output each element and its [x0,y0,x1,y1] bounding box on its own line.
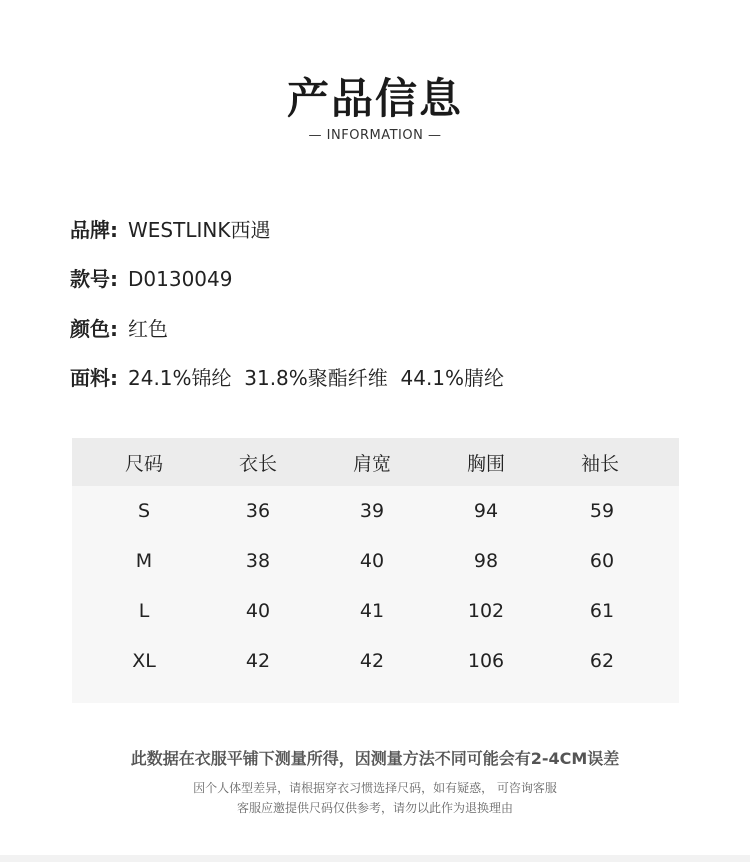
table-cell: L [138,600,150,622]
table-cell: 36 [245,500,271,522]
table-cell: 39 [359,500,385,522]
table-row [72,586,679,636]
size-advice-line-2: 客服应邀提供尺码仅供参考，请勿以此作为退换理由 [236,801,513,815]
page-title: 产品信息 [286,74,463,123]
table-cell: XL [132,650,156,672]
info-brand [70,214,270,243]
header-shoulder: 肩宽 [352,452,392,475]
table-cell: M [135,550,153,572]
table-cell: 102 [467,600,505,622]
header-length: 衣长 [238,452,278,475]
table-cell: 106 [467,650,505,672]
table-cell: 94 [473,500,499,522]
table-cell: 42 [245,650,271,672]
measurement-note: 此数据在衣服平铺下测量所得，因测量方法不同可能会有2-4CM误差 [130,749,620,768]
size-table [72,438,679,703]
header-chest: 胸围 [466,452,506,475]
table-cell: S [137,500,151,522]
info-brand-key: 品牌: [70,218,118,242]
info-fabric [70,362,504,391]
table-cell: 62 [589,650,615,672]
info-fabric-key: 面料: [70,366,118,390]
bottom-divider [0,855,750,862]
table-row [72,486,679,536]
info-color-key: 颜色: [70,317,118,341]
header-size: 尺码 [124,452,164,475]
table-cell: 60 [589,550,615,572]
table-cell: 59 [589,500,615,522]
table-cell: 98 [473,550,499,572]
info-color [70,313,168,342]
table-cell: 40 [245,600,271,622]
info-style-key: 款号: [70,267,118,291]
table-cell: 40 [359,550,385,572]
info-style-number [70,263,232,292]
header-sleeve: 袖长 [580,452,620,475]
info-style-value: D0130049 [128,267,233,291]
info-brand-value: WESTLINK西遇 [128,218,271,242]
table-cell: 61 [589,600,615,622]
table-row [72,636,679,686]
table-cell: 38 [245,550,271,572]
page-subtitle: — INFORMATION — [308,128,442,143]
table-cell: 42 [359,650,385,672]
info-fabric-value: 24.1%锦纶 31.8%聚酯纤维 44.1%腈纶 [128,366,505,390]
size-table-header [72,438,679,486]
table-cell: 41 [359,600,385,622]
info-color-value: 红色 [128,317,168,341]
size-advice-line-1: 因个人体型差异，请根据穿衣习惯选择尺码，如有疑惑， 可咨询客服 [193,781,557,795]
table-row [72,536,679,586]
